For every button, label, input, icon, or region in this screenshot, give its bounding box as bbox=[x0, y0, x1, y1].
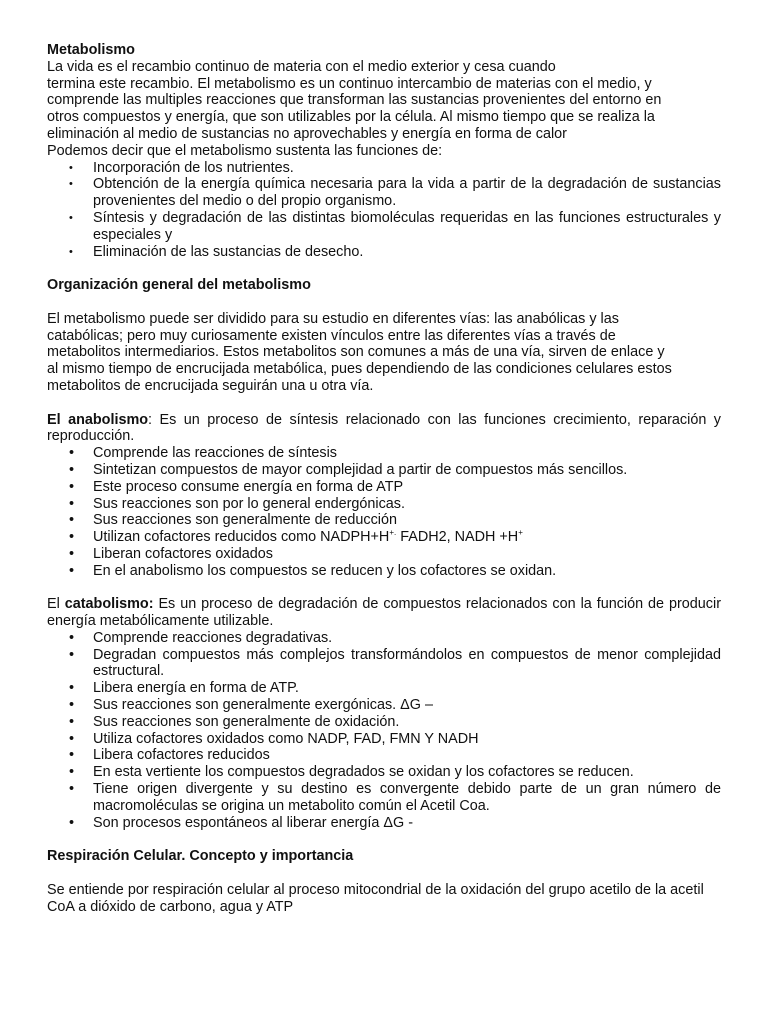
list-item bbox=[47, 512, 721, 529]
list-item bbox=[47, 647, 721, 681]
anabolismo-text: : Es un proceso de síntesis relacionado con las funciones crecimiento, reparación y reproducción. bbox=[47, 411, 721, 445]
bullet: • bbox=[69, 512, 75, 529]
list-item-text: Comprende las reacciones de síntesis bbox=[93, 445, 337, 462]
cofactors-text: FADH2, NADH +H bbox=[396, 529, 519, 546]
list-item-text: Utiliza cofactores oxidados como NADP, FAD, FMN Y NADH bbox=[93, 730, 479, 747]
organizacion-line: al mismo tiempo de encrucijada metabólica, pues dependiendo de las condiciones celulares estos bbox=[47, 361, 672, 378]
bullet: • bbox=[69, 629, 75, 646]
bullet: • bbox=[69, 562, 75, 579]
intro-line: Podemos decir que el metabolismo sustenta las funciones de: bbox=[47, 142, 443, 159]
list-item bbox=[47, 815, 721, 832]
list-item-text: En el anabolismo los compuestos se reducen y los cofactores se oxidan. bbox=[93, 562, 557, 579]
list-item bbox=[47, 210, 721, 244]
anabolismo-paragraph bbox=[47, 412, 721, 446]
list-item-text: Incorporación de los nutrientes. bbox=[93, 159, 294, 176]
list-item-text: Sus reacciones son por lo general endergónicas. bbox=[93, 495, 405, 512]
list-item-text: Libera cofactores reducidos bbox=[93, 747, 270, 764]
list-item bbox=[47, 445, 721, 462]
bullet: • bbox=[69, 461, 75, 478]
bullet: • bbox=[69, 478, 75, 495]
respiracion-paragraph: Se entiende por respiración celular al proceso mitocondrial de la oxidación del grupo acetilo de la acetil CoA a dióxido de carbono, agua y ATP bbox=[47, 881, 704, 915]
list-item-text: Sus reacciones son generalmente exergónicas. ΔG – bbox=[93, 697, 433, 714]
list-item-text: En esta vertiente los compuestos degradados se oxidan y los cofactores se reducen. bbox=[93, 764, 634, 781]
bullet: • bbox=[69, 445, 75, 462]
list-item-text: Libera energía en forma de ATP. bbox=[93, 680, 299, 697]
bullet: • bbox=[69, 781, 75, 798]
intro-line: termina este recambio. El metabolismo es un continuo intercambio de materias con el medio, y bbox=[47, 75, 652, 92]
organizacion-paragraph bbox=[47, 311, 721, 395]
list-item bbox=[47, 176, 721, 210]
anabolismo-term: El anabolismo bbox=[47, 411, 149, 428]
list-item bbox=[47, 781, 721, 815]
bullet: • bbox=[69, 697, 75, 714]
bullet: • bbox=[69, 529, 75, 546]
bullet: • bbox=[69, 646, 75, 663]
intro-paragraph bbox=[47, 59, 721, 160]
functions-list bbox=[47, 160, 721, 261]
list-item-text: Obtención de la energía química necesaria para la vida a partir de la degradación de sustancias provenientes del medio o del propio organismo. bbox=[93, 176, 721, 210]
bullet: • bbox=[69, 161, 73, 174]
intro-line: comprende las multiples reacciones que transforman las sustancias provenientes del entorno en bbox=[47, 92, 662, 109]
bullet: • bbox=[69, 730, 75, 747]
cofactors-text: Utilizan cofactores reducidos como NADPH+H bbox=[93, 529, 390, 546]
intro-line: La vida es el recambio continuo de materia con el medio exterior y cesa cuando bbox=[47, 58, 556, 75]
list-item-text: Liberan cofactores oxidados bbox=[93, 545, 273, 562]
list-item bbox=[47, 714, 721, 731]
heading-metabolismo: Metabolismo bbox=[47, 42, 135, 58]
organizacion-line: metabolitos de encrucijada seguirán una u otra vía. bbox=[47, 377, 374, 394]
bullet: • bbox=[69, 211, 73, 224]
document-page bbox=[47, 42, 721, 915]
intro-line: otros compuestos y energía, que son utilizables por la célula. Al mismo tiempo que se realiza la bbox=[47, 109, 655, 126]
list-item bbox=[47, 630, 721, 647]
heading-organizacion: Organización general del metabolismo bbox=[47, 277, 311, 294]
catabolismo-prefix: El bbox=[47, 596, 65, 613]
list-item bbox=[47, 160, 721, 177]
list-item bbox=[47, 529, 721, 546]
list-item bbox=[47, 244, 721, 261]
bullet: • bbox=[69, 764, 75, 781]
list-item-text: Comprende reacciones degradativas. bbox=[93, 629, 333, 646]
superscript: +. bbox=[389, 528, 397, 538]
list-item bbox=[47, 546, 721, 563]
bullet: • bbox=[69, 545, 75, 562]
bullet: • bbox=[69, 680, 75, 697]
superscript: + bbox=[518, 528, 523, 538]
list-item bbox=[47, 697, 721, 714]
list-item-text: Este proceso consume energía en forma de ATP bbox=[93, 478, 404, 495]
list-item-text: Degradan compuestos más complejos transformándolos en compuestos de menor complejidad estructural. bbox=[93, 646, 721, 680]
bullet: • bbox=[69, 178, 73, 191]
organizacion-line: El metabolismo puede ser dividido para su estudio en diferentes vías: las anabólicas y las bbox=[47, 310, 619, 327]
list-item-text: Sus reacciones son generalmente de oxidación. bbox=[93, 713, 400, 730]
intro-line: eliminación al medio de sustancias no aprovechables y energía en forma de calor bbox=[47, 125, 567, 142]
list-item-text: Sintetizan compuestos de mayor complejidad a partir de compuestos más sencillos. bbox=[93, 461, 628, 478]
list-item bbox=[47, 462, 721, 479]
bullet: • bbox=[69, 713, 75, 730]
catabolismo-paragraph bbox=[47, 596, 721, 630]
organizacion-line: catabólicas; pero muy curiosamente existen vínculos entre las diferentes vías a través de bbox=[47, 327, 616, 344]
bullet: • bbox=[69, 814, 75, 831]
list-item-text: Sus reacciones son generalmente de reducción bbox=[93, 512, 397, 529]
list-item bbox=[47, 680, 721, 697]
bullet: • bbox=[69, 245, 73, 258]
bullet: • bbox=[69, 747, 75, 764]
list-item-text: Son procesos espontáneos al liberar energía ΔG - bbox=[93, 814, 413, 831]
heading-respiracion: Respiración Celular. Concepto y importancia bbox=[47, 848, 354, 865]
list-item bbox=[47, 731, 721, 748]
list-item-text: Síntesis y degradación de las distintas biomoléculas requeridas en las funciones estructurales y especiales y bbox=[93, 209, 721, 243]
list-item bbox=[47, 764, 721, 781]
catabolismo-list bbox=[47, 630, 721, 832]
catabolismo-term: catabolismo: bbox=[64, 596, 154, 613]
catabolismo-text: Es un proceso de degradación de compuestos relacionados con la función de producir energía metabólicamente utilizable. bbox=[47, 596, 721, 630]
bullet: • bbox=[69, 495, 75, 512]
list-item bbox=[47, 747, 721, 764]
list-item-text: Tiene origen divergente y su destino es convergente debido parte de un gran número de macromoléculas se origina un metabolito común el Acetil Coa. bbox=[93, 781, 721, 814]
list-item bbox=[47, 563, 721, 580]
list-item-text: Eliminación de las sustancias de desecho. bbox=[93, 243, 364, 260]
list-item bbox=[47, 496, 721, 513]
organizacion-line: metabolitos intermediarios. Estos metabolitos son comunes a más de una vía, sirven de enlace y bbox=[47, 344, 665, 361]
anabolismo-list bbox=[47, 445, 721, 579]
list-item bbox=[47, 479, 721, 496]
